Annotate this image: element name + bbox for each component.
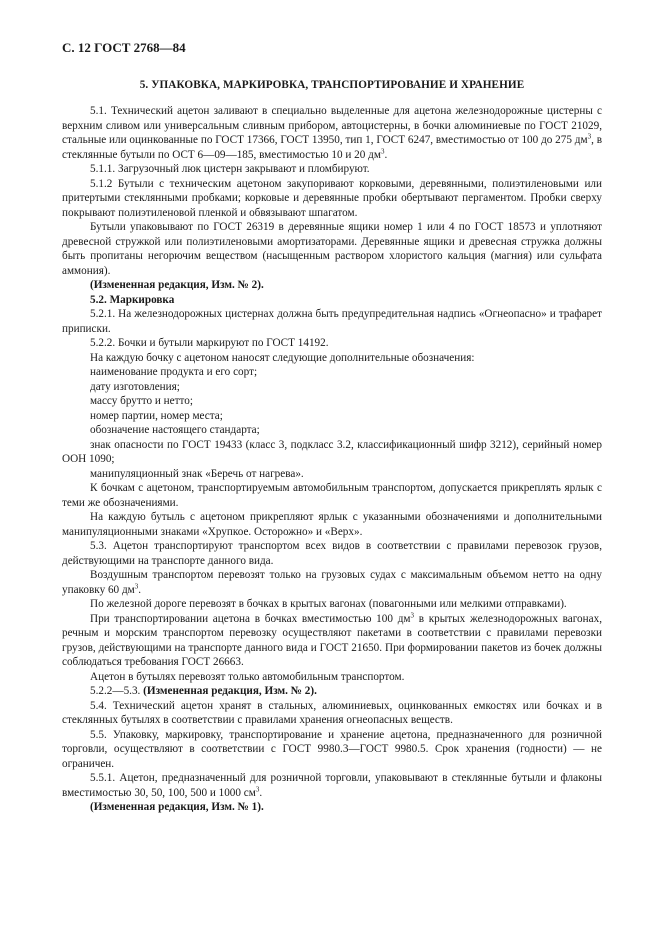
- text-run: в крытых железнодорожных вагонах, речным и морским транспортом перевозку осуществляют пакетами в соответствии с правилами перевозки грузов, действующими на транспорте данного вида и ГОСТ 21650. При формировании пакетов из бочек должны соблюдаться требования ГОСТ 26663.: [62, 612, 602, 668]
- paragraph-air-transport: [62, 568, 602, 597]
- page-header: С. 12 ГОСТ 2768—84: [62, 40, 186, 55]
- subsection-title-marking: 5.2. Маркировка: [90, 293, 175, 306]
- superscript: 3: [255, 784, 260, 793]
- paragraph-bottle-transport: Ацетон в бутылях перевозят только автомобильным транспортом.: [90, 670, 405, 683]
- paragraph-5-4: 5.4. Технический ацетон хранят в стальных, алюминиевых, оцинкованных емкостях или бочках и в стеклянных бутылях в соответствии с правилами хранения огнеопасных веществ.: [62, 699, 602, 726]
- list-item: наименование продукта и его сорт;: [90, 366, 258, 378]
- section-title: 5. УПАКОВКА, МАРКИРОВКА, ТРАНСПОРТИРОВАНИЕ И ХРАНЕНИЕ: [139, 79, 525, 91]
- list-item: манипуляционный знак «Беречь от нагрева».: [90, 467, 304, 480]
- paragraph-5-2-2: 5.2.2. Бочки и бутыли маркируют по ГОСТ 14192.: [90, 337, 329, 349]
- paragraph-5-2-1: 5.2.1. На железнодорожных цистернах должна быть предупредительная надпись «Огнеопасно» и трафарет приписки.: [62, 308, 602, 335]
- paragraph-packet-transport: [62, 612, 602, 670]
- paragraph-label-bottles: На каждую бутыль с ацетоном прикрепляют ярлык с указанными обозначениями и дополнительными манипуляционными знаками «Хрупкое. Осторожно» и «Верх».: [62, 511, 602, 538]
- text-run: Воздушным транспортом перевозят только на грузовых судах с максимальным объемом нетто на одну упаковку 60 дм: [62, 569, 602, 596]
- paragraph-rail-transport: По железной дороге перевозят в бочках в крытых вагонах (повагонными или мелкими отправками).: [90, 598, 567, 610]
- amendment-note: (Измененная редакция, Изм. № 2).: [90, 279, 264, 291]
- paragraph-5-5: 5.5. Упаковку, маркировку, транспортирование и хранение ацетона, предназначенного для розничной торговли, осуществляют в соответствии с ГОСТ 9980.3—ГОСТ 9980.5. Срок хранения (годности) — не ограничен.: [62, 728, 602, 770]
- text-run: 5.1. Технический ацетон заливают в специально выделенные для ацетона железнодорожные цистерны с верхним сливом или универсальным сливным прибором, автоцистерны, в бочки алюминиевые по ГОСТ 21029, стальные или оцинкованные по ГОСТ 17366, ГОСТ 13950, тип 1, ГОСТ 6247, вместимостью от 100 до 275 дм: [62, 105, 602, 146]
- superscript: 3: [587, 132, 592, 141]
- paragraph-5-5-1: [62, 771, 602, 800]
- amendment-note: (Измененная редакция, Изм. № 1).: [90, 801, 264, 813]
- amendment-note: [62, 684, 602, 699]
- list-item: обозначение настоящего стандарта;: [90, 424, 260, 436]
- superscript: 3: [380, 146, 385, 155]
- paragraph-packing: Бутыли упаковывают по ГОСТ 26319 в деревянные ящики номер 1 или 4 по ГОСТ 18573 и уплотняют древесной стружкой или полиэтиленовыми амортизаторами. Деревянные ящики и древесная стружка должны быть пропитаны негорючим веществом (насыщенным раствором хлористого кальция (магния) или сульфата аммония).: [62, 221, 602, 277]
- text-run: .: [138, 583, 142, 596]
- text-run: (Измененная редакция, Изм. № 2).: [143, 685, 317, 697]
- paragraph-5-3: 5.3. Ацетон транспортируют транспортом всех видов в соответствии с правилами перевозок грузов, действующими на транспорте данного вида.: [62, 540, 602, 567]
- list-item: номер партии, номер места;: [90, 409, 223, 422]
- text-run: 5.5.1. Ацетон, предназначенный для розничной торговли, упаковывают в стеклянные бутыли и флаконы вместимостью 30, 50, 100, 500 и 1000 см: [62, 772, 602, 799]
- paragraph-drum-marking: На каждую бочку с ацетоном наносят следующие дополнительные обозначения:: [90, 351, 475, 364]
- paragraph-label-drums: К бочкам с ацетоном, транспортируемым автомобильным транспортом, допускается прикреплять ярлык с теми же обозначениями.: [62, 482, 602, 509]
- text-run: 5.2.2—5.3.: [90, 685, 144, 697]
- text-run: .: [259, 786, 263, 799]
- list-item: знак опасности по ГОСТ 19433 (класс 3, подкласс 3.2, классификационный шифр 3212), серийный номер ООН 1090;: [62, 438, 602, 465]
- list-item: дату изготовления;: [90, 380, 180, 393]
- document-page: [62, 40, 602, 815]
- superscript: 3: [134, 581, 139, 590]
- paragraph-5-1-1: 5.1.1. Загрузочный люк цистерн закрывают и пломбируют.: [90, 163, 370, 175]
- list-item: массу брутто и нетто;: [90, 395, 193, 407]
- paragraph-5-1-2: 5.1.2 Бутыли с техническим ацетоном закупоривают корковыми, деревянными, полиэтиленовыми или притертыми стеклянными пробками; корковые и деревянные пробки обертывают пергаментом. Пробки сверху покрывают полиэтиленовой пленкой и обвязывают шпагатом.: [62, 177, 602, 219]
- text-run: , в стеклянные бутыли по ОСТ 6—09—185, вместимостью 10 и 20 дм: [62, 134, 602, 161]
- text-run: При транспортировании ацетона в бочках вместимостью 100 дм: [90, 612, 411, 625]
- superscript: 3: [410, 610, 414, 619]
- paragraph-5-1: [62, 104, 602, 162]
- text-run: .: [384, 148, 388, 161]
